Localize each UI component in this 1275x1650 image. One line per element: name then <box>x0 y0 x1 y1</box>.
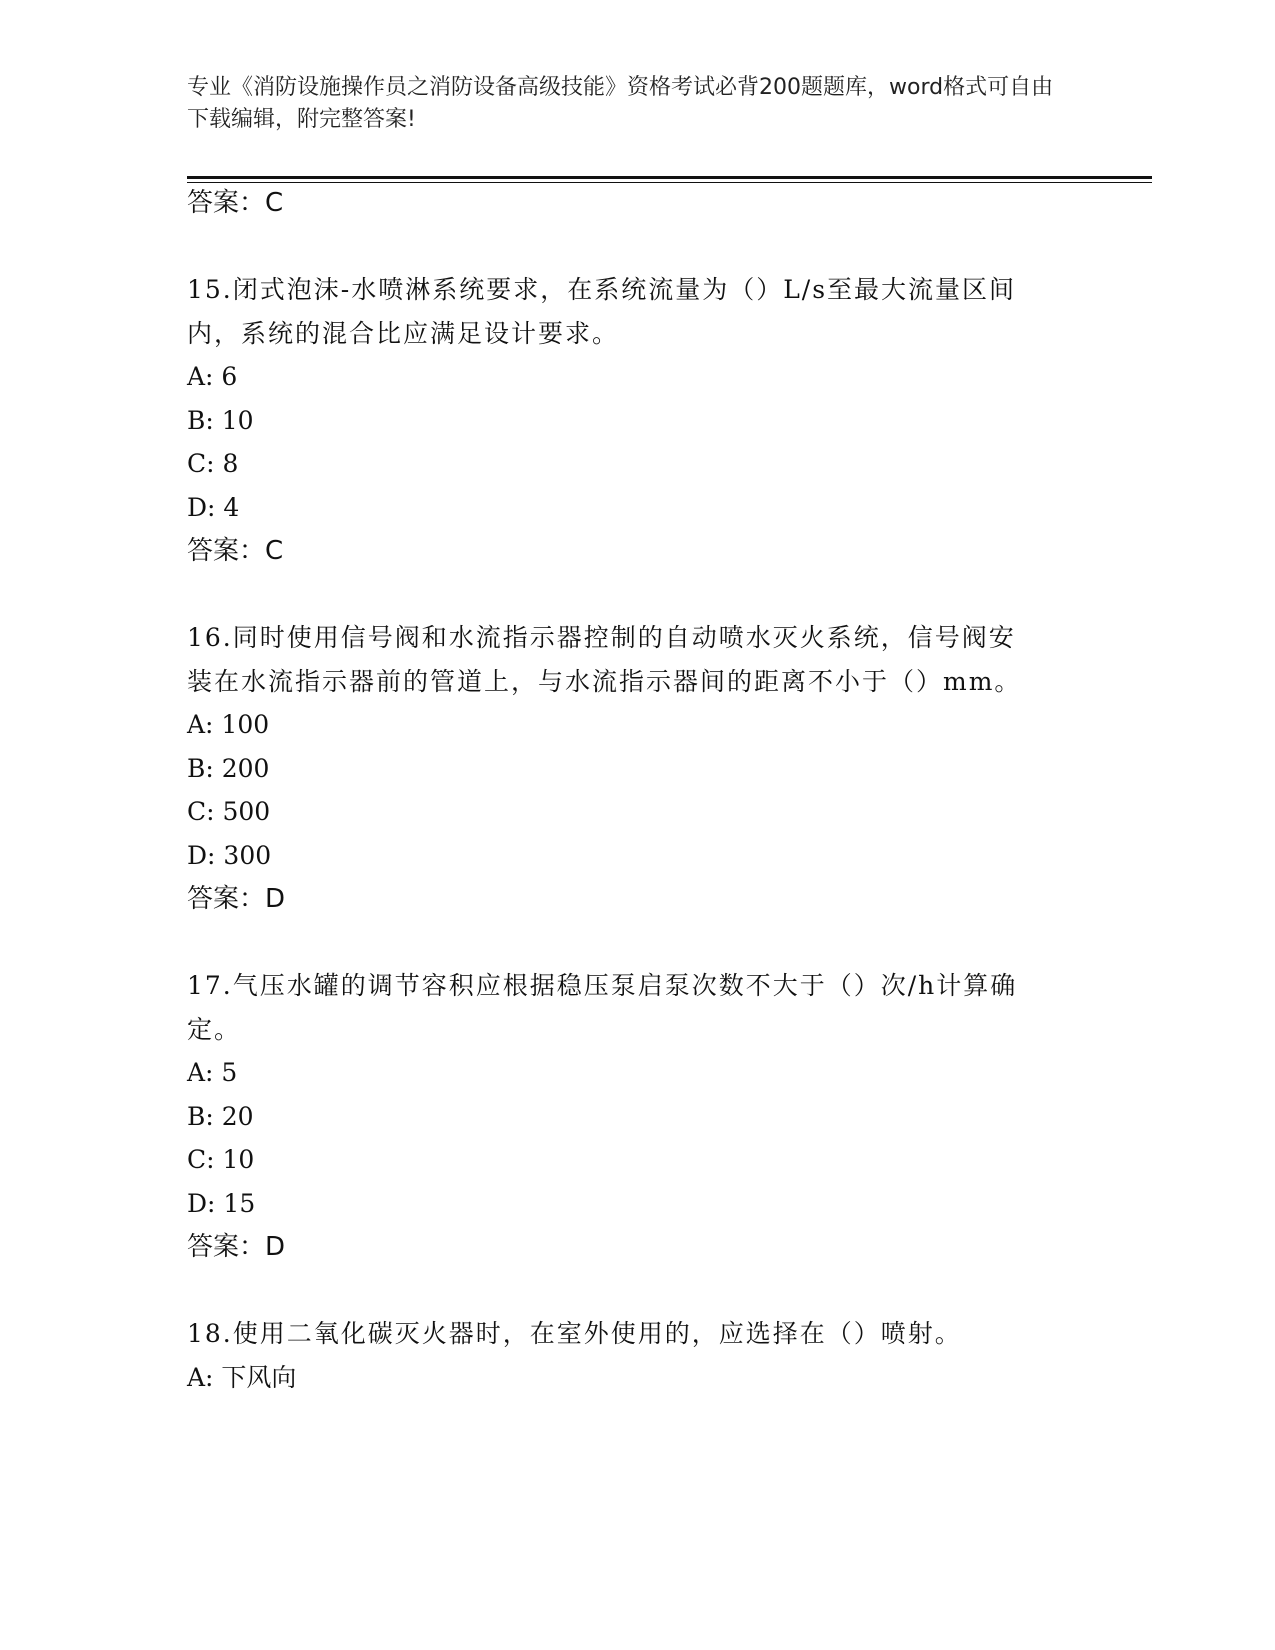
question-16-answer: 答案：D <box>187 884 286 914</box>
question-15-answer: 答案：C <box>187 536 284 566</box>
answer-line: 答案：C <box>187 188 284 218</box>
question-15-option-a: A: 6 <box>187 362 238 391</box>
question-17-option-c: C: 10 <box>187 1145 255 1174</box>
question-15-option-c: C: 8 <box>187 449 239 478</box>
question-17-option-b: B: 20 <box>187 1102 254 1131</box>
question-17-line-2: 定。 <box>187 1015 242 1044</box>
header-divider-thin <box>187 182 1152 183</box>
question-15-line-2: 内，系统的混合比应满足设计要求。 <box>187 319 620 348</box>
header-divider-thick <box>187 176 1152 179</box>
question-15-line-1: 15.闭式泡沫-水喷淋系统要求，在系统流量为（）L/s至最大流量区间 <box>187 275 1017 304</box>
question-17-line-1: 17.气压水罐的调节容积应根据稳压泵启泵次数不大于（）次/h计算确 <box>187 971 1018 1000</box>
question-17-option-d: D: 15 <box>187 1189 256 1218</box>
question-17-option-a: A: 5 <box>187 1058 238 1087</box>
question-16-line-2: 装在水流指示器前的管道上，与水流指示器间的距离不小于（）mm。 <box>187 667 1022 696</box>
question-15-option-b: B: 10 <box>187 406 254 435</box>
question-16-option-c: C: 500 <box>187 797 271 826</box>
question-16-option-b: B: 200 <box>187 754 270 783</box>
question-16-line-1: 16.同时使用信号阀和水流指示器控制的自动喷水灭火系统，信号阀安 <box>187 623 1016 652</box>
page-header: 专业《消防设施操作员之消防设备高级技能》资格考试必背200题题库，word格式可自由下载编辑，附完整答案! <box>187 75 1054 132</box>
question-17-answer: 答案：D <box>187 1232 286 1262</box>
question-16-option-a: A: 100 <box>187 710 270 739</box>
question-16-option-d: D: 300 <box>187 841 272 870</box>
question-18-line-1: 18.使用二氧化碳灭火器时，在室外使用的，应选择在（）喷射。 <box>187 1319 962 1348</box>
question-15-option-d: D: 4 <box>187 493 240 522</box>
question-18-option-a: A: 下风向 <box>187 1363 297 1392</box>
